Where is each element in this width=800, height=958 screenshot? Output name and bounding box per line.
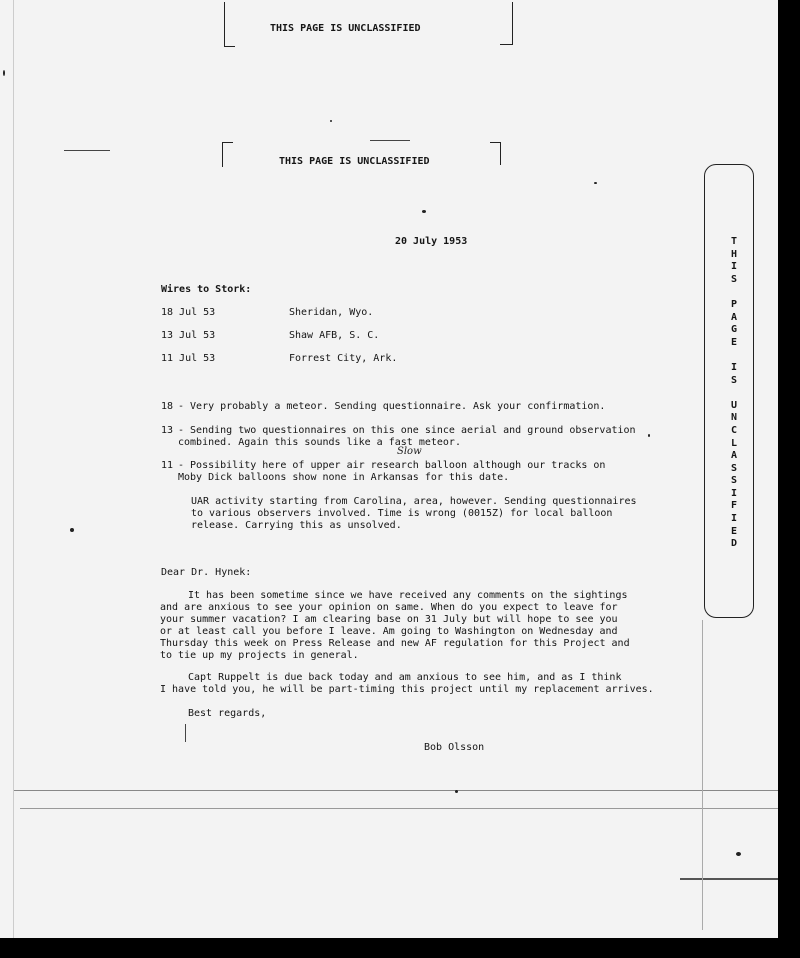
speck xyxy=(648,434,650,437)
item-text: combined. Again this sounds like a fast meteor. xyxy=(178,437,461,448)
scan-border-right xyxy=(778,0,800,958)
item-number: 13 xyxy=(161,425,174,436)
letter-line: It has been sometime since we have received any comments on the sightings xyxy=(188,590,628,601)
speck xyxy=(70,528,74,532)
uar-paragraph-line: to various observers involved. Time is wrong (0015Z) for local balloon xyxy=(191,508,613,519)
letter-line: Capt Ruppelt is due back today and am anxious to see him, and as I think xyxy=(188,672,622,683)
scan-border-bottom xyxy=(0,938,800,958)
classification-banner-top: THIS PAGE IS UNCLASSIFIED xyxy=(270,23,421,34)
rule-line xyxy=(64,150,110,151)
scan-line xyxy=(702,620,703,930)
item-text: - Sending two questionnaires on this one since aerial and ground observation xyxy=(178,425,636,436)
uar-paragraph-line: UAR activity starting from Carolina, area, however. Sending questionnaires xyxy=(191,496,637,507)
rule-line xyxy=(370,140,410,141)
item-number: 11 xyxy=(161,460,174,471)
speck xyxy=(330,120,332,122)
scan-line xyxy=(13,0,14,938)
speck xyxy=(422,210,426,213)
uar-paragraph-line: release. Carrying this as unsolved. xyxy=(191,520,402,531)
letter-line: to tie up my projects in general. xyxy=(160,650,359,661)
item-number: 18 xyxy=(161,401,174,412)
stray-mark xyxy=(185,724,186,742)
handwritten-insert: Slow xyxy=(397,446,422,457)
item-text: Moby Dick balloons show none in Arkansas for this date. xyxy=(178,472,510,483)
closing: Best regards, xyxy=(188,708,267,719)
letter-line: and are anxious to see your opinion on same. When do you expect to leave for xyxy=(160,602,618,613)
wire-place: Sheridan, Wyo. xyxy=(289,307,374,318)
top-bracket-left xyxy=(224,2,235,47)
wire-date: 18 Jul 53 xyxy=(161,307,216,318)
side-classification-banner: T H I S P A G E I S U N C L A S S I F I E D xyxy=(730,236,738,550)
item-text: - Very probably a meteor. Sending questionnaire. Ask your confirmation. xyxy=(178,401,606,412)
wire-date: 13 Jul 53 xyxy=(161,330,216,341)
memo-date: 20 July 1953 xyxy=(395,236,468,247)
signature: Bob Olsson xyxy=(424,742,485,753)
item-text: - Possibility here of upper air research balloon although our tracks on xyxy=(178,460,606,471)
banner-bracket-right xyxy=(490,142,501,165)
speck xyxy=(736,852,741,856)
letter-line: your summer vacation? I am clearing base on 31 July but will hope to see you xyxy=(160,614,618,625)
letter-line: I have told you, he will be part-timing this project until my replacement arrives. xyxy=(160,684,654,695)
classification-banner-second: THIS PAGE IS UNCLASSIFIED xyxy=(279,156,430,167)
top-bracket-right xyxy=(500,2,513,45)
wire-place: Shaw AFB, S. C. xyxy=(289,330,380,341)
letter-line: Thursday this week on Press Release and new AF regulation for this Project and xyxy=(160,638,630,649)
wire-date: 11 Jul 53 xyxy=(161,353,216,364)
scan-line xyxy=(680,878,778,880)
speck xyxy=(594,182,597,184)
salutation: Dear Dr. Hynek: xyxy=(161,567,252,578)
wires-heading: Wires to Stork: xyxy=(161,284,252,295)
scan-line xyxy=(14,790,778,791)
banner-bracket-left xyxy=(222,142,233,167)
speck xyxy=(455,790,458,793)
wire-place: Forrest City, Ark. xyxy=(289,353,398,364)
scan-line xyxy=(20,808,778,809)
letter-line: or at least call you before I leave. Am going to Washington on Wednesday and xyxy=(160,626,618,637)
speck xyxy=(3,70,5,76)
